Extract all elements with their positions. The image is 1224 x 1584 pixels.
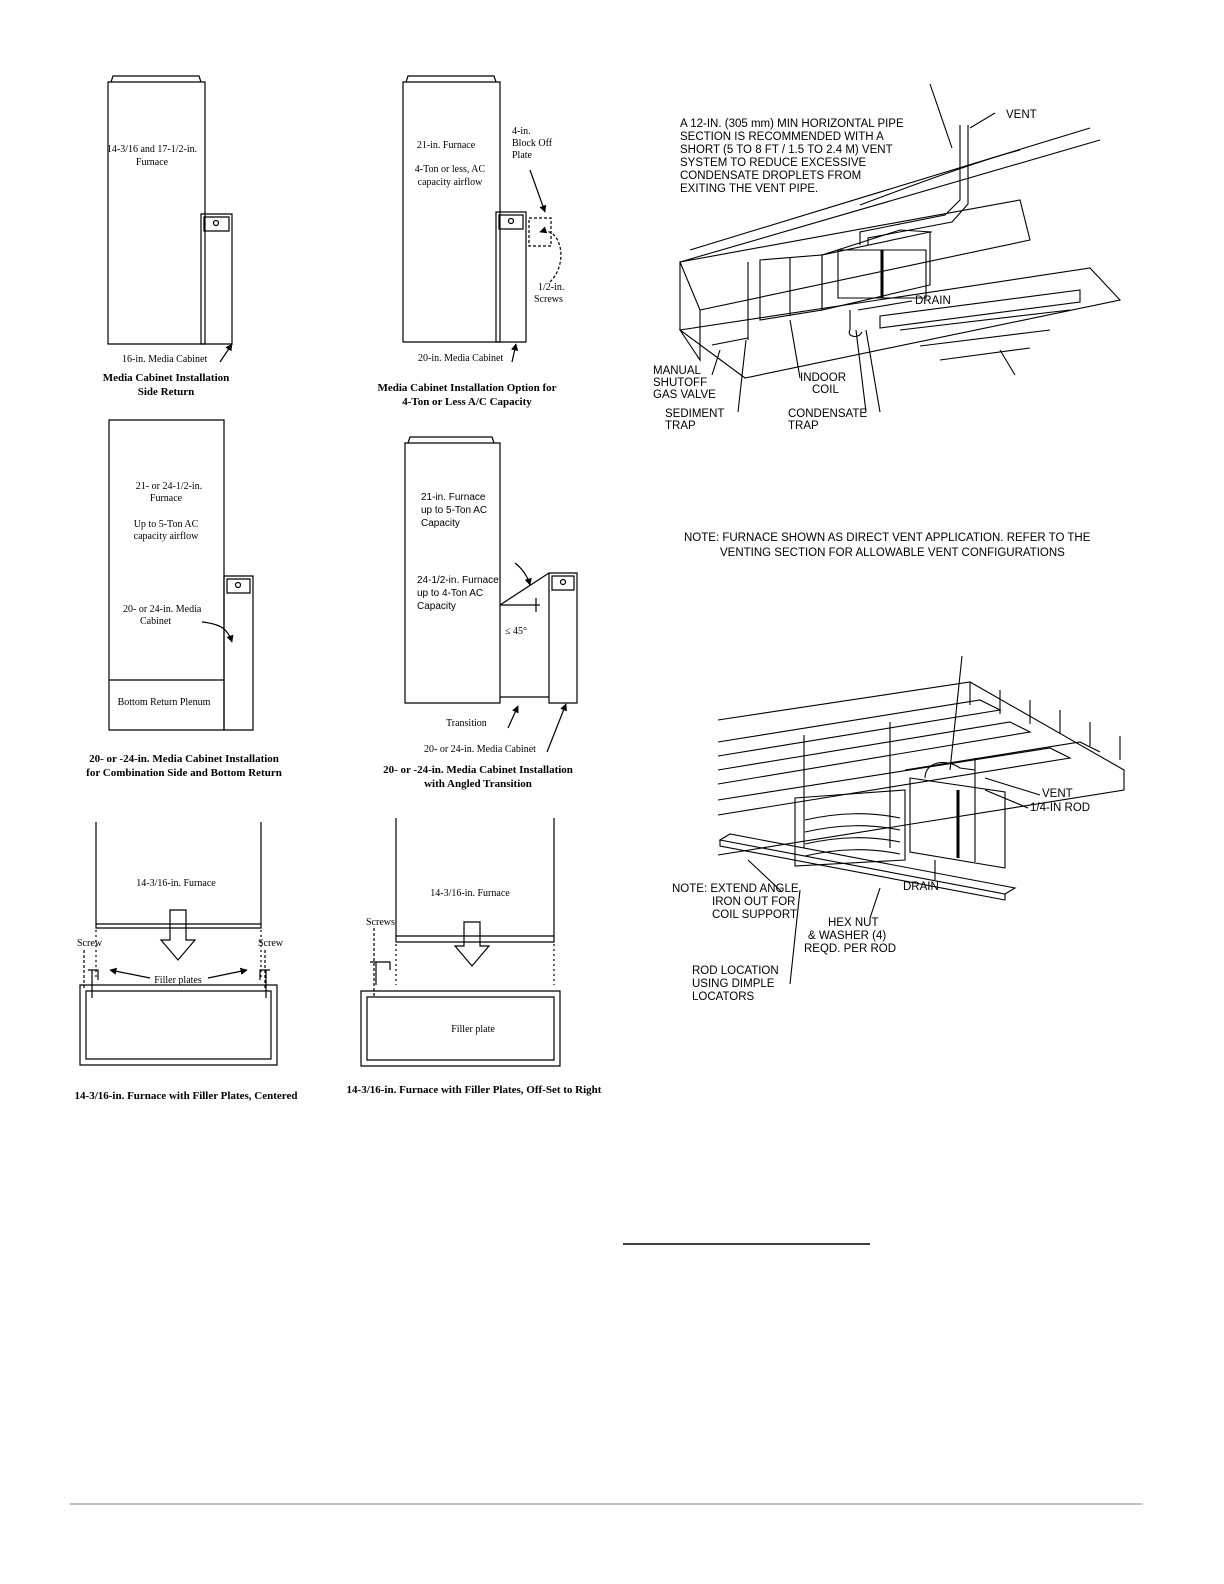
figure-media-cabinet-side-return [108, 76, 232, 362]
fig3-furnace-label: 21- or 24-1/2-in. Furnace [135, 481, 203, 504]
beam-front [680, 262, 700, 360]
fig6-caption: 14-3/16-in. Furnace with Filler Plates, Off-Set to Right [346, 1084, 602, 1096]
susp-rodloc-label: ROD LOCATION USING DIMPLE LOCATORS [692, 965, 779, 1003]
beam-3 [718, 748, 1070, 815]
susp-rod-label: 1/4-IN ROD [1030, 802, 1091, 814]
susp-drain-label: DRAIN [903, 881, 939, 893]
latch-knob [561, 580, 566, 585]
beam-2 [718, 722, 1030, 784]
fig6-furnace-label: 14-3/16-in. Furnace [430, 888, 510, 899]
fig2-caption: Media Cabinet Installation Option for 4-Ton or Less A/C Capacity [377, 382, 557, 408]
angle-arc [515, 563, 530, 585]
filler-right [260, 970, 270, 998]
sediment-leader [738, 340, 746, 412]
vent-leader [970, 113, 995, 128]
attic-condensate-label: CONDENSATE TRAP [788, 408, 868, 432]
joist-4 [940, 348, 1030, 360]
fig2-block-off-label: 4-in. Block Off Plate [512, 126, 553, 161]
coil-fins [805, 814, 900, 856]
drain-pipe [849, 310, 862, 336]
attic-bottom-note: NOTE: FURNACE SHOWN AS DIRECT VENT APPLICATION. REFER TO THE VENTING SECTION FOR ALLOWABLE VENT CONFIGURATIONS [684, 532, 1091, 559]
rod-leader [985, 790, 1028, 808]
down-arrow [455, 922, 489, 966]
fig5-furnace-label: 14-3/16-in. Furnace [136, 878, 216, 889]
figure-suspended-furnace [718, 656, 1124, 984]
susp-vent-label: VENT [1042, 788, 1073, 800]
furnace-top-flange [406, 76, 496, 82]
fig2-cabinet-label: 20-in. Media Cabinet [418, 353, 504, 364]
latch-knob [236, 583, 241, 588]
figure-combination-return [109, 420, 253, 730]
fig2-airflow-label: 4-Ton or less, AC capacity airflow [414, 164, 486, 188]
attic-valve-label: MANUAL SHUTOFF GAS VALVE [653, 365, 716, 401]
filler-left [370, 962, 390, 985]
furnace-box [405, 443, 500, 703]
fig4-angle-label: ≤ 45° [505, 626, 527, 637]
transition-leader [508, 706, 518, 728]
furnace-box [403, 82, 500, 342]
furnace-top-flange [408, 437, 494, 443]
fig5-caption: 14-3/16-in. Furnace with Filler Plates, Centered [74, 1090, 298, 1102]
fig4-caption: 20- or -24-in. Media Cabinet Installation with Angled Transition [383, 764, 573, 790]
attic-sediment-label: SEDIMENT TRAP [665, 408, 725, 432]
fig3-airflow-label: Up to 5-Ton AC capacity airflow [133, 519, 199, 542]
cabinet-leader [512, 344, 516, 362]
valve-leader [712, 350, 720, 375]
fig6-screws-label: Screws [366, 917, 395, 928]
hexnut-leader [870, 888, 880, 918]
cabinet-latch [204, 217, 229, 231]
furnace-box [108, 82, 205, 344]
cabinet-latch [552, 576, 574, 590]
fig5-filler-label: Filler plates [154, 975, 202, 986]
furnace-top-flange [111, 76, 201, 82]
filler-left [88, 970, 98, 998]
fig2-screws-label: 1/2-in. Screws [534, 282, 565, 305]
latch-knob [509, 219, 514, 224]
figure-filler-centered [80, 822, 277, 1065]
down-arrow [161, 910, 195, 960]
susp-note: NOTE: EXTEND ANGLE IRON OUT FOR COIL SUPPORT [672, 883, 799, 921]
gas-valve [712, 338, 748, 345]
furnace-outline [396, 818, 554, 942]
cabinet-latch [227, 579, 250, 593]
susp-hexnut-label: HEX NUT & WASHER (4) REQD. PER ROD [804, 917, 897, 955]
fig3-plenum-label: Bottom Return Plenum [117, 697, 211, 708]
vent-leader [985, 778, 1040, 795]
joist-2 [900, 310, 1070, 330]
base-frame-inner [86, 991, 271, 1059]
attic-vent-label: VENT [1006, 109, 1037, 121]
roof-rafter [860, 150, 1020, 205]
base-frame-outer [80, 985, 277, 1065]
media-cabinet-box [224, 576, 253, 730]
fig3-caption: 20- or -24-in. Media Cabinet Installation for Combination Side and Bottom Return [86, 753, 282, 779]
filler-left-arrow [110, 970, 150, 978]
figure-media-cabinet-4ton [403, 76, 561, 362]
fig4-transition-label: Transition [446, 718, 487, 729]
attic-note: A 12-IN. (305 mm) MIN HORIZONTAL PIPE SECTION IS RECOMMENDED WITH A SHORT (5 TO 8 FT / 1.5 TO 2.4 M) VENT SYSTEM TO REDUCE EXCESSIVE CONDENSATE DROPLETS FROM EXITING THE VENT PIPE. [680, 118, 904, 195]
beam-4 [905, 742, 1100, 770]
beam [680, 200, 1030, 310]
transition-top [500, 573, 549, 605]
fig6-filler-label: Filler plate [451, 1024, 495, 1035]
cabinet-leader [547, 704, 566, 752]
attic-drain-label: DRAIN [915, 295, 951, 307]
beam-1 [718, 700, 1000, 756]
attic-coil-label: INDOOR COIL [800, 372, 846, 396]
fig1-furnace-label: 14-3/16 and 17-1/2-in. Furnace [106, 144, 198, 168]
top-leader [950, 656, 962, 770]
joist-leader [1000, 350, 1015, 375]
condensate-leader-2 [866, 330, 880, 412]
fig5-screw-right: Screw [258, 938, 283, 949]
fig4-furnace-label-b: 24-1/2-in. Furnace up to 4-Ton AC Capacity [417, 575, 499, 612]
fig4-cabinet-label: 20- or 24-in. Media Cabinet [424, 744, 536, 755]
fig1-caption: Media Cabinet Installation Side Return [102, 372, 230, 398]
fig3-cabinet-label: 20- or 24-in. Media Cabinet [123, 604, 202, 627]
fig2-furnace-label: 21-in. Furnace [416, 140, 476, 151]
fig5-screw-left: Screw [77, 938, 102, 949]
cabinet-latch [499, 215, 523, 229]
furnace-outline [96, 822, 261, 928]
block-off-leader [530, 170, 545, 212]
cabinet-leader [220, 344, 232, 362]
floor-plane [680, 268, 1120, 378]
cabinet-leader [202, 622, 232, 642]
latch-knob [214, 221, 219, 226]
furnace-box [109, 420, 224, 730]
note-leader [930, 84, 952, 148]
media-cabinet-box [549, 573, 577, 703]
fig1-cabinet-label: 16-in. Media Cabinet [122, 354, 208, 365]
filler-right-arrow [208, 970, 247, 978]
coil-leader [790, 320, 800, 378]
condensate-leader [856, 330, 866, 412]
media-cabinet-box [201, 214, 232, 344]
fig4-furnace-label-a: 21-in. Furnace up to 5-Ton AC Capacity [421, 492, 488, 529]
